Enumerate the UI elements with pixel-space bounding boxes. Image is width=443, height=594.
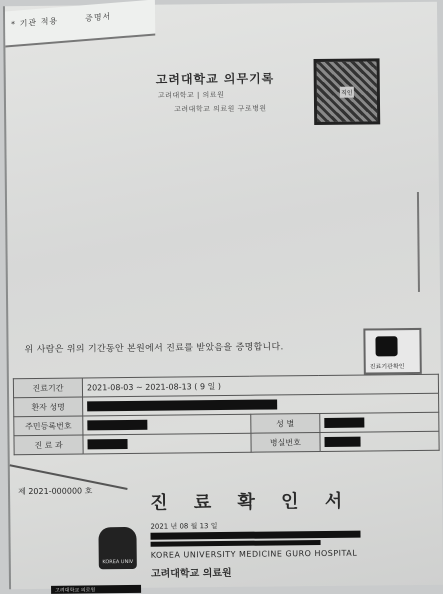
top-strip-text-1: * 기관 적용 [11, 16, 59, 30]
qr-seal-icon [314, 58, 381, 125]
name-label: 환자 성명 [14, 397, 83, 417]
sex-value [320, 412, 439, 432]
stamp-label: 진료기관확인 [369, 363, 405, 371]
ward-value [320, 431, 439, 451]
stamp-box [363, 328, 421, 375]
dept-value [83, 433, 251, 454]
signature-redaction-1 [150, 531, 360, 540]
sex-label: 성 별 [251, 413, 320, 433]
ward-label: 병실번호 [251, 432, 320, 452]
period-label: 진료기간 [13, 378, 82, 398]
document-sheet [3, 2, 443, 594]
period-value: 2021-08-03 ~ 2021-08-13 ( 9 일 ) [82, 374, 438, 397]
regno-value [83, 414, 251, 435]
emblem-label: KOREA UNIV [102, 558, 134, 566]
footer-strip [51, 585, 141, 594]
footer-label: 고려대학교 의료원 [55, 587, 96, 594]
issue-date: 2021 년 08 월 13 일 [150, 522, 218, 531]
certificate-title: 진 료 확 인 서 [150, 490, 353, 514]
institution-name: 고려대학교 의료원 [150, 567, 232, 580]
dept-label: 진 료 과 [14, 435, 83, 455]
info-table [13, 374, 440, 455]
header-line-2: 고려대학교 의료원 구로병원 [174, 104, 267, 114]
top-strip [5, 0, 155, 48]
name-redaction [87, 399, 277, 411]
header-title: 고려대학교 의무기록 [155, 71, 275, 87]
sex-redaction [324, 418, 364, 428]
dept-redaction [87, 439, 127, 449]
table-row [14, 431, 439, 454]
edge-line [417, 192, 420, 292]
certification-statement: 위 사람은 위의 기간동안 본원에서 진료를 받았음을 증명합니다. [24, 342, 284, 356]
seal-label: 직인 [340, 86, 354, 97]
top-strip-text-2: 증명서 [85, 11, 112, 24]
header-line-1: 고려대학교 | 의료원 [157, 90, 225, 100]
hospital-emblem-icon [98, 527, 136, 569]
regno-label: 주민등록번호 [14, 416, 83, 436]
signature-redaction-2 [151, 540, 321, 547]
regno-redaction [87, 420, 147, 431]
stamp-redaction [375, 336, 397, 356]
ward-redaction [324, 437, 360, 447]
institution-english-name: KOREA UNIVERSITY MEDICINE GURO HOSPITAL [150, 548, 358, 560]
document-number: 제 2021-000000 호 [17, 486, 93, 497]
